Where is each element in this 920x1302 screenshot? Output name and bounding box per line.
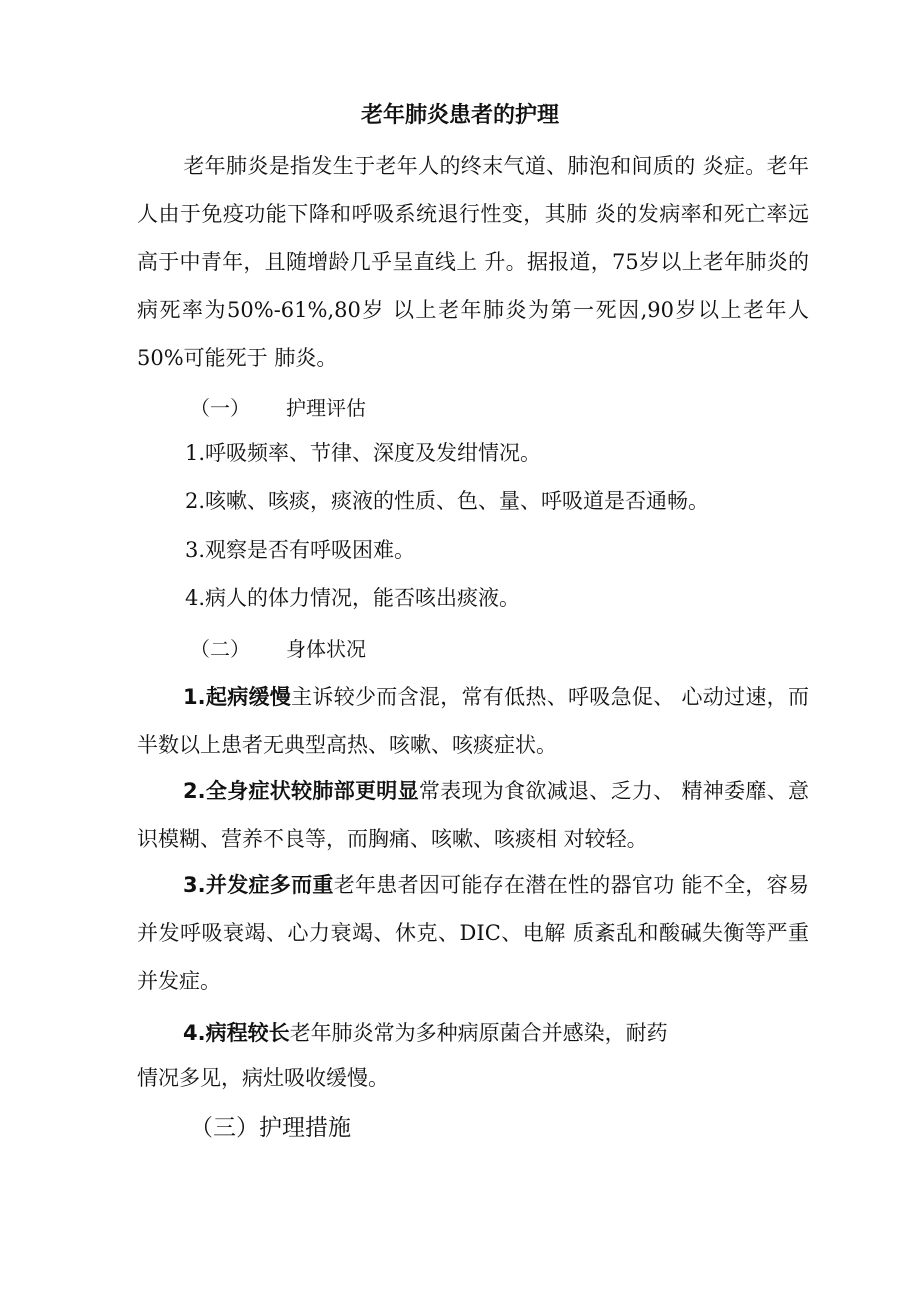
intro-paragraph xyxy=(137,142,809,382)
symptom-item-2-label: 2.全身症状较肺部更明显 xyxy=(183,779,419,803)
symptom-item-4-label: 4.病程较长 xyxy=(183,1021,290,1045)
symptom-item-4-text-line-2: 情况多见，病灶吸收缓慢。 xyxy=(137,1066,389,1090)
assessment-item-1: 1.呼吸频率、节律、深度及发绀情况。 xyxy=(185,441,542,465)
assessment-item-2: 2.咳嗽、咳痰，痰液的性质、色、量、呼吸道是否通畅。 xyxy=(185,489,710,513)
symptom-item-3-text: 老年患者因可能存在潜在性的器官功 能不全，容易并发呼吸衰竭、心力衰竭、休克、DIC、电解 质紊乱和酸碱失衡等严重并发症。 xyxy=(137,873,809,993)
symptom-item-1-label: 1.起病缓慢 xyxy=(183,685,292,709)
section-2-number: （二） xyxy=(190,637,250,661)
section-2-title: 身体状况 xyxy=(286,637,366,661)
symptom-item-1 xyxy=(137,673,809,769)
assessment-item-3: 3.观察是否有呼吸困难。 xyxy=(185,538,416,562)
section-2-heading xyxy=(190,631,366,667)
symptom-item-3-label: 3.并发症多而重 xyxy=(183,873,334,897)
symptom-item-3 xyxy=(137,861,809,1005)
assessment-item-4: 4.病人的体力情况，能否咳出痰液。 xyxy=(185,586,521,610)
document-title: 老年肺炎患者的护理 xyxy=(360,103,559,128)
section-3-title: 护理措施 xyxy=(259,1115,351,1141)
section-3-number: （三） xyxy=(190,1115,259,1141)
section-1-number: （一） xyxy=(190,396,250,420)
symptom-item-2 xyxy=(137,767,809,863)
symptom-item-2-text: 常表现为食欲减退、乏力、 精神委靡、意识模糊、营养不良等，而胸痛、咳嗽、咳痰相 对较轻。 xyxy=(137,779,809,851)
symptom-item-1-text: 主诉较少而含混，常有低热、呼吸急促、 心动过速，而半数以上患者无典型高热、咳嗽、咳痰症状。 xyxy=(137,685,809,757)
symptom-item-4-text-line-1: 老年肺炎常为多种病原菌合并感染，耐药 xyxy=(289,1021,668,1045)
section-1-title: 护理评估 xyxy=(286,396,366,420)
section-3-heading xyxy=(190,1110,351,1146)
intro-text: 老年肺炎是指发生于老年人的终末气道、肺泡和间质的 炎症。老年人由于免疫功能下降和呼吸系统退行性变，其肺 炎的发病率和死亡率远高于中青年，且随增龄几乎呈直线上 升。据报道，75岁以上老年肺炎的病死率为50%-61%,80岁 以上老年肺炎为第一死因,90岁以上老年人50%可能死于 肺炎。 xyxy=(137,154,809,370)
section-1-heading xyxy=(190,390,366,426)
symptom-item-4-line-1 xyxy=(183,1015,668,1051)
